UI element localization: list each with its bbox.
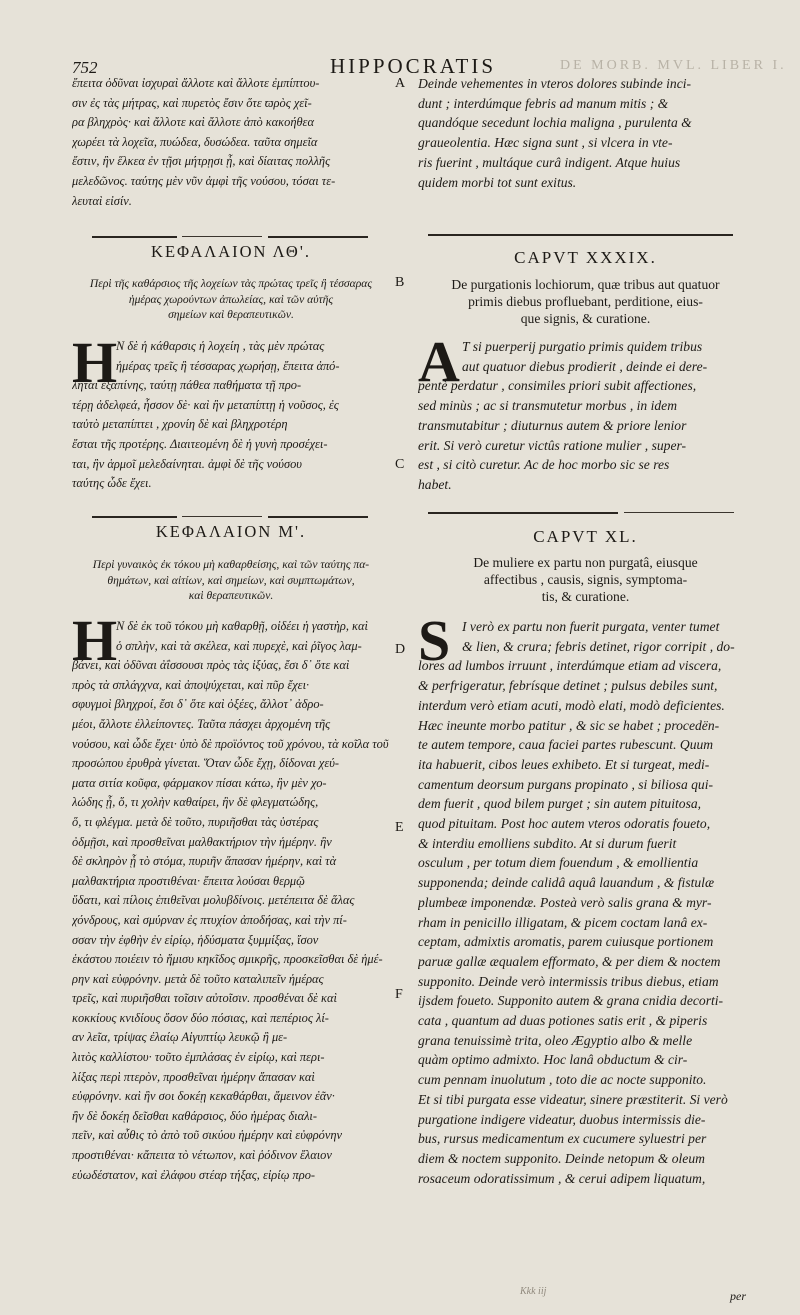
greek-line: ἔστιν, ἢν ἕλκεα ἐν τῇσι μήτρῃσι ᾖ, καὶ δίαιτας πολλῆς: [72, 154, 331, 169]
latin-line: cum pennam inuolutum , toto die ac nocte supponito.: [418, 1072, 707, 1088]
latin-line: aut quatuor diebus prodierit , deinde ei dere-: [462, 358, 708, 374]
latin-line: habet.: [418, 476, 452, 492]
greek-line: ρην καὶ εὐφρόνην. μετὰ δὲ τοῦτο καταλιπεῖν ἡμέρας: [72, 971, 324, 986]
subtitle-line: primis diebus profluebant, perditione, eius-: [468, 294, 703, 309]
greek-line: εὐωδέστατον, καὶ ἐλάφου στέαρ τήξας, εἰρίῳ προ-: [72, 1167, 316, 1182]
greek-line: τρεῖς, καὶ πυριῆσθαι τοῖσιν αὐτοῖσιν. προσθέναι δὲ καὶ: [72, 991, 337, 1006]
latin-line: te autem tempore, caua faciei partes rubescunt. Quum: [418, 737, 714, 753]
latin-subtitle-39: [418, 276, 753, 327]
greek-subtitle-40: [72, 557, 390, 604]
greek-line: χωρέει τὰ λοχεῖα, πυώδεα, δυσώδεα. ταῦτα σημεῖα: [72, 134, 318, 149]
latin-line: cata , quantum ad duas potiones satis erit , & piperis: [418, 1013, 708, 1029]
greek-line: ὕδατι, καὶ πίλοις ἐπιθεῖναι μολυβδίνοις. μετέπειτα δὲ ἅλας: [72, 893, 355, 908]
greek-chapter-heading-39: ΚΕΦΑΛΑΙΟΝ ΛΘ'.: [151, 242, 311, 261]
greek-line: ρα βληχρὸς· καὶ ἄλλοτε καὶ ἄλλοτε ἀπὸ κακοήθεα: [72, 115, 314, 130]
latin-top-paragraph: [418, 74, 753, 192]
greek-chapter-heading-40: ΚΕΦΑΛΑΙΟΝ Μ'.: [155, 522, 307, 541]
bleed-through-text: DE MORB. MVL. LIBER I.: [560, 58, 787, 73]
latin-line: quidem morbi tot sunt exitus.: [418, 174, 577, 190]
greek-drop-cap-39: H: [72, 330, 118, 395]
catchword: per: [730, 1289, 746, 1303]
margin-letter-e: E: [395, 820, 404, 835]
greek-line: ἢν δὲ δοκέῃ δεῖσθαι καθάρσιος, δύο ἡμέρας διαλι-: [72, 1108, 318, 1123]
latin-line: sed minùs ; ac si transmutetur morbus , in idem: [418, 398, 678, 414]
latin-subtitle-40: [418, 554, 753, 605]
greek-body-40: [72, 617, 390, 1185]
latin-line: supponenda; deinde calidâ aquâ lauandum , & fistulæ: [418, 875, 715, 891]
greek-line: λιτὸς καλλίστου· τοῦτο ἐμπλάσας ἐν εἰρίῳ, καὶ περι-: [72, 1050, 325, 1065]
latin-line: ceptam, admixtis aromatis, parem cuiusque portionem: [418, 934, 714, 950]
latin-line: ita habuerit, cibos leues exhibeto. Et si turgeat, medi-: [418, 756, 710, 772]
margin-letter-d: D: [395, 642, 406, 657]
latin-line: quod pituitam. Post hoc autem vteros odoratis foueto,: [418, 816, 711, 832]
latin-line: paruæ gallæ æqualem efformato, & per diem & noctem: [418, 953, 721, 969]
rule-latin-left: [428, 512, 618, 514]
latin-line: quàm optimo admixto. Hoc lanâ obductum & cir-: [418, 1052, 688, 1068]
rule-right: [268, 236, 368, 238]
latin-line: Et si tibi purgata esse videatur, sinere præstiterit. Si verò: [418, 1091, 728, 1107]
latin-line: bus, rursus medicamentum ex cucumere syluestri per: [418, 1131, 707, 1147]
latin-line: lores ad lumbos irruunt , interdúmque etiam ad viscera,: [418, 658, 722, 674]
latin-drop-cap-39: A: [418, 329, 460, 394]
greek-line: ἡμέρας τρεῖς ἢ τέσσαρας χωρήσῃ, ἔπειτα ἀπό-: [116, 358, 340, 373]
greek-top-paragraph: [72, 74, 390, 211]
latin-line: camentum deorsum purgans propinato , si biliosa qui-: [418, 776, 714, 792]
greek-line: λίξας περὶ πτερὸν, προσθεῖναι ἡμέρην ἅπασαν καὶ: [72, 1069, 315, 1084]
latin-line: erit. Si verò curetur victûs ratione mulier , super-: [418, 437, 687, 453]
latin-line: T si puerperij purgatio primis quidem tribus: [462, 339, 703, 354]
greek-line: Ν δὲ ἐκ τοῦ τόκου μὴ καθαρθῇ, οἰδέει ἡ γαστὴρ, καὶ: [116, 619, 368, 633]
greek-line: λώδης ᾖ, ὅ, τι χολὴν καθαίρει, ἢν δὲ φλεγματώδης,: [72, 795, 319, 810]
greek-line: ἔσται τῆς προτέρης. Διαιτεομένη δὲ ἡ γυνὴ προσέχει-: [72, 436, 328, 451]
greek-line: σφυγμοὶ βληχροί, ἔσι δ᾽ ὅτε καὶ ὀξέες, ἄλλοτ᾽ ἀδρο-: [72, 697, 324, 712]
greek-line: χόνδρους, καὶ σμύρναν ἐς πτυχίον ἀποδήσας, καὶ τὴν πί-: [72, 912, 347, 927]
greek-line: εὐφρόνην. καὶ ἢν σοι δοκέῃ κεκαθάρθαι, ἄμεινον ἐᾶν·: [72, 1089, 335, 1104]
latin-line: interdum verò etiam acuti, modò elati, modò deficientes.: [418, 697, 725, 713]
greek-line: κοκκίους κνιδίους ὅσον δύο πόσιας, καὶ πεπέριος λί-: [72, 1010, 329, 1025]
subtitle-line: καὶ θεραπευτικῶν.: [188, 589, 274, 603]
greek-line: δὲ σκληρὸν ᾖ τὸ στόμα, πυριῆν ἅπασαν ἡμέρην, καὶ τὰ: [72, 854, 337, 869]
subtitle-line: Περὶ τῆς καθάρσιος τῆς λοχείων τὰς πρώτας τρεῖς ἢ τέσσαρας: [89, 277, 373, 290]
running-head: HIPPOCRATIS: [330, 54, 497, 78]
margin-letter-b: B: [395, 275, 405, 290]
rule-latin-right: [624, 512, 734, 513]
latin-drop-cap-40: S: [418, 608, 451, 673]
greek-line: προσώπου ἐρυθρὰ γίνεται. Ὅταν ὧδε ἔχῃ, δίδοναι χεύ-: [72, 756, 340, 771]
latin-line: transmutabitur ; diuturnus autem & priore lenior: [418, 417, 687, 433]
greek-line: λευταὶ εἰσίν.: [72, 193, 132, 208]
subtitle-line: σημείων καὶ θεραπευτικῶν.: [168, 308, 294, 322]
margin-letter-f: F: [395, 987, 403, 1002]
subtitle-line: ἡμέρας χωρούντων ἀπωλείας, καὶ τῶν αὐτῆς: [128, 292, 334, 306]
subtitle-line: tis, & curatione.: [541, 589, 630, 604]
latin-line: plumbeæ imponendæ. Posteà verò salis grana & myr-: [418, 894, 712, 910]
subtitle-line: De purgationis lochiorum, quæ tribus aut quatuor: [451, 277, 720, 292]
latin-line: supponito. Deinde verò intermissis tribus diebus, etiam: [418, 973, 719, 989]
greek-line: ὅ, τι φλέγμα. μετὰ δὲ τοῦτο, πυριῆσθαι τὰς ὑστέρας: [72, 814, 319, 829]
latin-line: ijsdem foueto. Supponito autem & grana cnidia decorti-: [418, 993, 724, 1009]
rule-mid: [182, 236, 262, 237]
greek-line: ὁ σπλὴν, καὶ τὰ σκέλεα, καὶ πυρεχὲ, καὶ ῥῖγος λαμ-: [116, 638, 362, 653]
latin-line: dunt ; interdúmque febris ad manum mitis ; &: [418, 95, 669, 111]
latin-body-40: [418, 617, 753, 1188]
greek-line: σσαν τὴν ἐφθὴν ἐν εἰρίῳ, ἡδύσματα ξυμμίξας, ἴσον: [72, 932, 319, 947]
greek-subtitle-39: [72, 276, 390, 323]
greek-line: βάνει, καὶ ὀδῦναι ἀΐσσουσι πρὸς τὰς ἰξύας, ἔσι δ᾽ ὅτε καὶ: [72, 658, 350, 673]
latin-body-39: [418, 337, 753, 495]
greek-line: ληται ἐξαπίνης, ταύτῃ πάθεα παθήματα τῇ προ-: [72, 378, 302, 393]
greek-body-39: [72, 337, 390, 494]
latin-line: rosaceum odoratissimum , & cerui adipem liquatum,: [418, 1170, 706, 1186]
greek-line: ματα σιτία κοῦφα, φάρμακον πίσαι κάτω, ἢν μὲν χο-: [72, 775, 327, 790]
greek-line: ὀδμῇσι, καὶ προσθεῖναι μαλθακτήριον τὴν ἡμέρην. ἢν: [72, 834, 332, 849]
latin-line: graueolentia. Hæc signa sunt , si vlcera in vte-: [418, 135, 673, 151]
rule-left: [92, 516, 177, 518]
latin-line: quandóque secedunt lochia maligna , purulenta &: [418, 115, 692, 131]
margin-letter-c: C: [395, 457, 405, 472]
subtitle-line: affectibus , causis, signis, symptoma-: [483, 572, 688, 587]
greek-line: μελεδῶνος. ταύτης μὲν νῦν ἀμφὶ τῆς νούσου, τόσαι τε-: [72, 173, 336, 188]
greek-line: τέρῃ ἀδελφεά, ἧσσον δὲ· καὶ ἢν μεταπίπτῃ ἡ νοῦσος, ἐς: [72, 397, 339, 412]
greek-line: προστιθέναι· κἄπειτα τὸ νέτωπον, καὶ ῥόδινον ἔλαιον: [72, 1148, 332, 1163]
greek-line: ταὐτὸ μεταπίπτει , χρονίη δὲ καὶ βληχροτέρη: [72, 417, 288, 432]
rule-left: [92, 236, 177, 238]
greek-line: ἑκάστου ποιέειν τὸ ἥμισυ κηκῖδος σμικρῆς, προσκεῖσθαι δὲ ἡμέ-: [72, 952, 383, 967]
rule-mid: [182, 516, 262, 517]
latin-line: I verò ex partu non fuerit purgata, venter tumet: [462, 619, 720, 634]
greek-line: ἔπειτα ὀδῦναι ἰσχυραὶ ἄλλοτε καὶ ἄλλοτε ἐμπίπτου-: [72, 76, 320, 90]
subtitle-line: De muliere ex partu non purgatâ, eiusque: [473, 555, 698, 570]
greek-line: μαλθακτήρια προστιθέναι· ἔπειτα λούσαι θερμῷ: [72, 873, 305, 888]
latin-line: & lien, & crura; febris detinet, rigor corripit , do-: [462, 638, 735, 654]
latin-line: grana tenuissimè trita, oleo Ægyptio albo & melle: [418, 1032, 693, 1048]
latin-line: Deinde vehementes in vteros dolores subinde inci-: [418, 76, 692, 91]
greek-line: νούσου, καὶ ὧδε ἔχει· ὑπὸ δὲ προϊόντος τοῦ χρόνου, τὰ κοῖλα τοῦ: [72, 736, 389, 751]
latin-chapter-heading-40: CAPVT XL.: [533, 527, 638, 546]
greek-line: ται, ἢν ἁρμοῖ μελεδαίνηται. ἀμφὶ δὲ τῆς νούσου: [72, 456, 302, 471]
greek-line: πρὸς τὰ σπλάγχνα, καὶ ἀποψύχεται, καὶ πῦρ ἔχει·: [72, 677, 310, 692]
latin-line: Hæc ineunte morbo patitur , & sic se habet ; procedën-: [418, 717, 720, 733]
greek-line: πεῖν, καὶ αὖθις τὸ ἀπὸ τοῦ σικύου ἡμέρην καὶ εὐφρόνην: [72, 1128, 343, 1143]
latin-chapter-heading-39: CAPVT XXXIX.: [514, 248, 657, 267]
subtitle-line: que signis, & curatione.: [520, 311, 651, 326]
latin-line: & interdiu emolliens subdito. At si durum fuerit: [418, 835, 677, 851]
greek-line: Ν δὲ ἡ κάθαρσις ἡ λοχείη , τὰς μὲν πρώτας: [116, 339, 325, 353]
signature-mark: Kkk iij: [520, 1286, 547, 1297]
latin-line: osculum , per totum diem fouendum , & emollientia: [418, 855, 699, 871]
subtitle-line: θημάτων, καὶ αἰτίων, καὶ σημείων, καὶ συμπτωμάτων,: [107, 573, 355, 587]
latin-line: & perfrigeratur, febrísque detinet ; pulsus debiles sunt,: [418, 678, 718, 694]
subtitle-line: Περὶ γυναικὸς ἐκ τόκου μὴ καθαρθείσης, καὶ τῶν ταύτης πα-: [92, 558, 370, 571]
greek-line: ταύτης ὧδε ἔχει.: [72, 476, 152, 491]
latin-line: dem fuerit , quod bilem purget ; sin autem pituitosa,: [418, 796, 702, 812]
rule-latin: [428, 234, 733, 236]
greek-drop-cap-40: H: [72, 608, 118, 673]
latin-line: pentè perdatur , consimiles priori subit affectiones,: [418, 378, 697, 394]
latin-line: diem & noctem supponito. Deinde netopum & oleum: [418, 1150, 705, 1166]
margin-letter-a: A: [395, 76, 406, 91]
latin-line: purgatione indigere videatur, duobus intermissis die-: [418, 1111, 706, 1127]
greek-line: μέοι, ἄλλοτε ἐλλείποντες. Ταῦτα πάσχει ἀρχομένη τῆς: [72, 716, 331, 731]
latin-line: est , si citò curetur. Ac de hoc morbo sic se res: [418, 457, 670, 473]
greek-line: αν λεῖα, τρίψας ἐλαίῳ Αἰγυπτίῳ λευκῷ ἢ με-: [72, 1030, 288, 1045]
greek-line: σιν ἐς τὰς μήτρας, καὶ πυρετὸς ἔσιν ὅτε ϖρὸς χεῖ-: [72, 95, 312, 110]
latin-line: ris fuerint , multáque curâ indigent. Atque huius: [418, 154, 681, 170]
rule-right: [268, 516, 368, 518]
latin-line: rham in penicillo illigatam, & picem coctam lanâ ex-: [418, 914, 708, 930]
page-number: 752: [72, 58, 98, 77]
